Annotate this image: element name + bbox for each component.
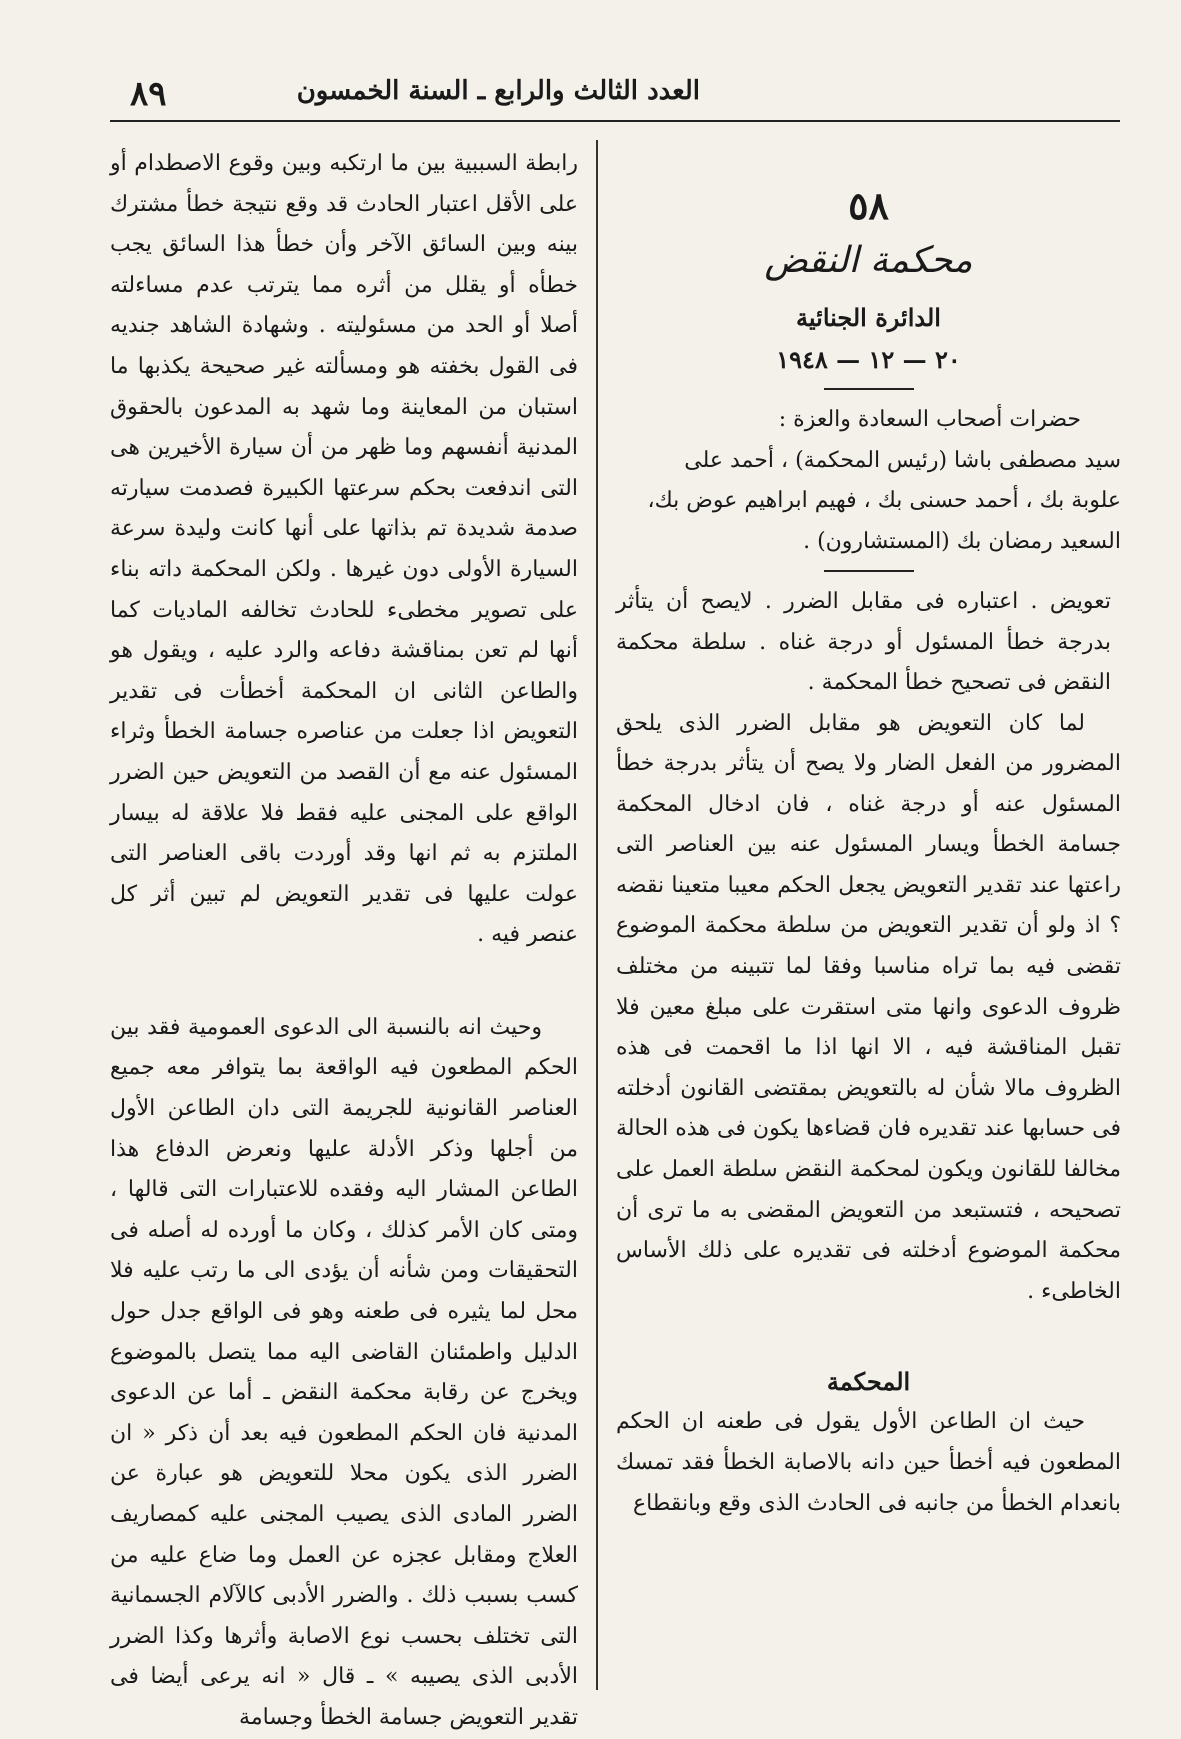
reasoning-paragraph: وحيث انه بالنسبة الى الدعوى العمومية فقد بين الحكم المطعون فيه الواقعة بما يتوافر معه جميع العناصر القانونية للجريمة التى دان الطاعن الأول من أجلها وذكر الأدلة عليها ونعرض الدفاع هذا الطاعن المشار اليه وفقده للاعتبارات التى قالها ، ومتى كان الأمر كذلك ، وكان ما أورده له أصله فى التحقيقات ومن شأنه أن يؤدى الى ما رتب عليه فلا محل لما يثيره فى طعنه وهو فى الواقع جدل حول الدليل واطمئنان القاضى اليه مما يتصل بالموضوع ويخرج عن رقابة محكمة النقض ـ أما عن الدعوى المدنية فان الحكم المطعون فيه بعد أن ذكر « ان الضرر الذى يكون محلا للتعويض هو عبارة عن الضرر المادى الذى يصيب المجنى عليه كمصاريف العلاج ومقابل عجزه عن العمل وما ضاع عليه من كسب بسبب ذلك . والضرر الأدبى كالآلام الجسمانية التى تختلف بحسب نوع الاصابة وأثرها وكذا الضرر الأدبى الذى يصيبه » ـ قال « انه يرعى أيضا فى تقدير التعويض جسامة الخطأ وجسامة: [110, 1014, 578, 1730]
bench-line: سيد مصطفى باشا (رئيس المحكمة) ، أحمد على: [684, 447, 1121, 473]
bench-line: السعيد رمضان بك (المستشارون) .: [803, 528, 1121, 554]
reasoning-paragraph: رابطة السببية بين ما ارتكبه وبين وقوع الاصطدام أو على الأقل اعتبار الحادث قد وقع نتيجة خطأ مشترك بينه وبين السائق الآخر وأن خطأ هذا السائق يجب خطأه أو يقلل من أثره مما يترتب عدم مساءلته أصلا أو الحد من مسئوليته . وشهادة الشاهد جنديه فى القول بخفته هو ومسألته غير صحيحة يكذبها ما استبان من المعاينة وما شهد به المدعون بالحقوق المدنية أنفسهم وما ظهر من أن سيارة الأخيرين هى التى اندفعت بحكم سرعتها الكبيرة فصدمت سيارته صدمة شديدة تم بذاتها على أنها كانت وليدة سرعة السيارة الأولى دون غيرها . ولكن المحكمة داته بناء على تصوير مخطىء للحادث تخالفه الماديات كما أنها لم تعن بمناقشة دفاعه والرد عليه ، ويقول هو والطاعن الثانى ان المحكمة أخطأت فى تقدير التعويض اذا جعلت من عناصره جسامة الخطأ وثراء المسئول عنه مع أن القصد من التعويض حين الضرر الواقع على المجنى عليه فقط فلا علاقة له بيسار الملتزم به ثم انها وقد أوردت باقى العناصر التى عولت عليها فى تقدير التعويض لم تبين أثر كل عنصر فيه .: [110, 151, 578, 948]
bench-intro: حضرات أصحاب السعادة والعزة :: [778, 407, 1081, 432]
page-number: ٨٩: [130, 74, 167, 114]
left-column: [110, 144, 578, 1739]
court-name: محكمة النقض: [764, 240, 973, 281]
page-header: [110, 70, 1120, 122]
separator-rule: [824, 570, 914, 572]
court-reasoning: حيث ان الطاعن الأول يقول فى طعنه ان الحكم المطعون فيه أخطأ حين دانه بالاصابة الخطأ فقد تمسك بانعدام الخطأ من جانبه فى الحادث الذى وقع وبانقطاع: [616, 1409, 1121, 1516]
case-number: ٥٨: [848, 183, 889, 228]
running-title: العدد الثالث والرابع ـ السنة الخمسون: [296, 76, 700, 106]
bench-line: علوبة بك ، أحمد حسنى بك ، فهيم ابراهيم عوض بك،: [647, 488, 1121, 513]
bench-list: [616, 400, 1121, 562]
circuit-name: الدائرة الجنائية: [796, 303, 941, 332]
right-column: [616, 180, 1121, 1524]
section-heading: المحكمة: [826, 1367, 911, 1397]
separator-rule: [824, 388, 914, 390]
judgment-date: ٢٠ — ١٢ — ١٩٤٨: [776, 345, 961, 374]
column-divider: [596, 140, 598, 1690]
principle-paragraph: لما كان التعويض هو مقابل الضرر الذى يلحق المضرور من الفعل الضار ولا يصح أن يتأثر بدرجة خطأ المسئول عنه أو درجة غناه ، فان ادخال المحكمة جسامة الخطأ ويسار المسئول عنه بين العناصر التى راعتها عند تقدير التعويض يجعل الحكم معيبا متعينا نقضه ؟ اذ ولو أن تقدير التعويض من سلطة محكمة الموضوع تقضى فيه بما تراه مناسبا وفقا لما تتبينه من مختلف ظروف الدعوى وانها متى استقرت على مبلغ معين فلا تقبل المناقشة فيه ، الا انها اذا ما اقحمت فى هذه الظروف مالا شأن له بالتعويض بمقتضى القانون أدخلته فى حسابها عند تقديره فان قضاءها يكون فى هذه الحالة مخالفا للقانون ويكون لمحكمة النقض سلطة العمل على تصحيحه ، فتستبعد من التعويض المقضى به ما ترى أن محكمة الموضوع أدخلته فى تقديره على ذلك الأساس الخاطىء .: [616, 710, 1121, 1304]
case-summary: تعويض . اعتباره فى مقابل الضرر . لايصح أن يتأثر بدرجة خطأ المسئول أو درجة غناه . سلطة محكمة النقض فى تصحيح خطأ المحكمة .: [616, 589, 1111, 695]
